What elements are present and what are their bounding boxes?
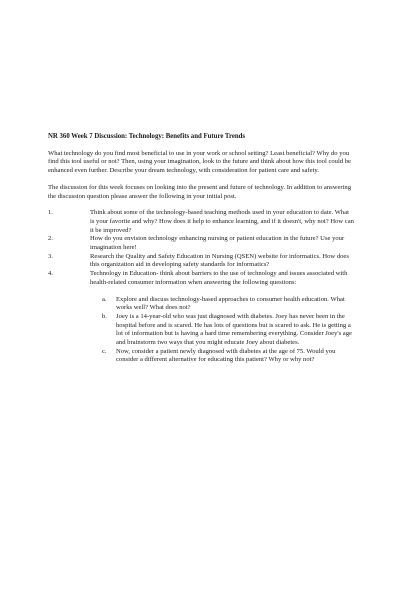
document-content — [48, 133, 354, 365]
sub-list-item — [90, 296, 354, 313]
sub-list-item — [90, 348, 354, 365]
item-number: 3. — [48, 252, 53, 260]
item-text: How do you envision technology enhancing nursing or patient education in the future? Use your imagination here! — [90, 235, 345, 252]
sub-item-letter: a. — [102, 295, 107, 303]
list-item — [48, 235, 354, 252]
item-text: Research the Quality and Safety Education in Nursing (QSEN) website for informatics. How does this organization aid in developing safety standards for informatics? — [90, 252, 349, 269]
sub-question-list — [90, 296, 354, 366]
sub-item-text: Explore and discuss technology-based approaches to consumer health education. What works well? What does not? — [116, 295, 345, 312]
item-number: 4. — [48, 270, 53, 278]
intro-paragraph: What technology do you find most beneficial to use in your work or school setting? Least beneficial? Why do you find this tool useful or not? Then, using your imagination, look to the future and think about how this tool could be enhanced even further. Describe your dream technology, with consideration for patient care and safety. — [48, 149, 351, 175]
list-item — [48, 253, 354, 270]
document-title: NR 360 Week 7 Discussion: Technology: Benefits and Future Trends — [48, 133, 246, 140]
sub-item-text: Now, consider a patient newly diagnosed with diabetes at the age of 75. Would you consider a different alternative for educating this patient? Why or why not? — [116, 347, 336, 364]
sub-item-text: Joey is a 14-year-old who was just diagnosed with diabetes. Joey has never been in the hospital before and is scared. He has lots of questions but is scared to ask. He is getting a lot of information but is having a hard time remembering everything. Consider Joey's age and brainstorm two ways that you might educate Joey about diabetes. — [116, 312, 352, 347]
list-item — [48, 270, 354, 365]
sub-item-letter: b. — [102, 312, 107, 320]
item-number: 2. — [48, 235, 53, 243]
sub-item-letter: c. — [102, 347, 107, 355]
focus-paragraph: The discussion for this week focuses on looking into the present and future of technology. In addition to answering the discussion question please answer the following in your initial post. — [48, 183, 352, 200]
item-text: Think about some of the technology-based teaching methods used in your education to date. What is your favorite and why? How does it help to enhance learning, and if it doesn't, why not? How can it be improved? — [90, 209, 354, 234]
item-text: Technology in Education- think about barriers to the use of technology and issues associated with health-related consumer information when answering the following questions: — [90, 270, 348, 286]
item-number: 1. — [48, 209, 53, 217]
list-item — [48, 209, 354, 235]
sub-list-item — [90, 313, 354, 348]
question-list — [48, 209, 354, 365]
